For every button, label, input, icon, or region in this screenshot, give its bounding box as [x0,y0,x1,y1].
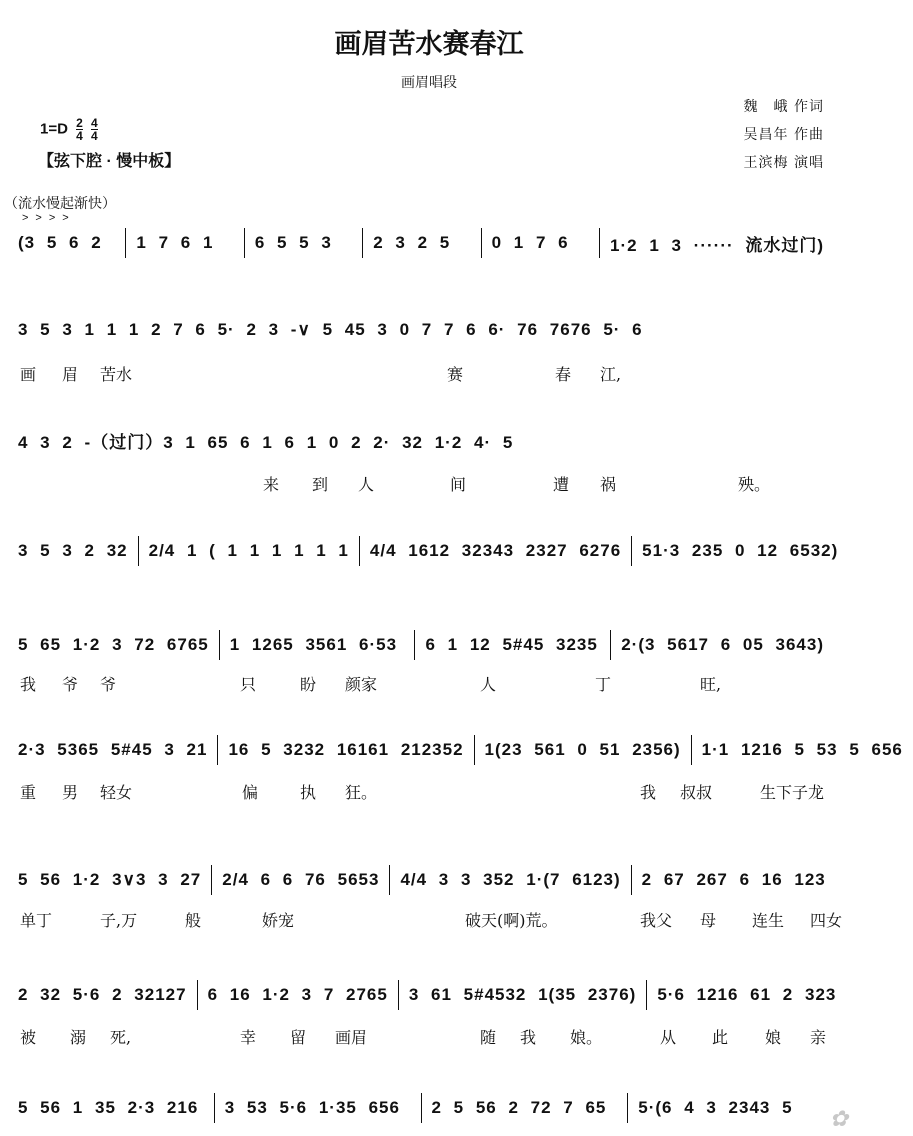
score-subtitle: 画眉唱段 [401,75,457,91]
lyric-syllable: 被 [20,1028,37,1047]
lyric-syllable: 生下子龙 [760,783,825,802]
measure: 1·2 1 3 ······ 流水过门) [610,235,825,255]
lyric-syllable: 画眉 [335,1028,368,1047]
measure: 1 1265 3561 6·53 [229,635,398,654]
measure: 0 1 7 6 [491,233,569,252]
measure: 16 5 3232 16161 212352 [228,740,464,759]
lyric-syllable: 丁 [595,675,612,694]
ts-num: 4 [90,116,98,130]
measure: 5 56 1 35 2·3 216 [18,1098,199,1117]
measure: 3 5 3 1 1 1 2 7 6 5· 2 3 -∨ 5 45 3 0 7 7 6 6· 76 7676 5· 6 [18,320,643,339]
measure: 4 3 2 -（过门）3 1 65 6 1 6 1 0 2 2· 32 1·2 4· 5 [18,433,514,452]
measure: 5·6 1216 61 2 323 [657,985,837,1004]
notation-row [8,428,834,453]
lyric-syllable: 我 [20,675,37,694]
measure: 2 3 2 5 [373,233,451,252]
ts-den: 4 [76,129,83,143]
lyric-syllable: 此 [712,1028,729,1047]
notation-row [8,536,839,566]
watermark-logo: ✿ [829,1106,848,1131]
lyric-syllable: 娇宠 [262,911,295,930]
measure: 5·(6 4 3 2343 5 [638,1098,793,1117]
accent-marks: >>>> [22,212,76,224]
notation-row [8,980,837,1010]
lyric-syllable: 狂。 [345,783,378,802]
measure: 1·1 1216 5 53 5 656 [701,740,903,759]
lyric-syllable: 赛 [447,365,464,384]
lyric-syllable: 颜家 [345,675,378,694]
key-text: 1=D [40,120,68,138]
lyric-syllable: 间 [450,475,467,494]
lyric-syllable: 破天(啊)荒。 [465,911,558,930]
lyric-syllable: 爷 [62,675,79,694]
notation-row [8,320,834,340]
time-signature-4-4 [91,117,98,142]
lyric-syllable: 偏 [242,783,259,802]
lyric-syllable: 画 [20,365,37,384]
notation-row [8,1093,834,1123]
lyric-syllable: 连生 [752,911,785,930]
measure: 6 16 1·2 3 7 2765 [207,985,388,1004]
time-signature-2-4 [76,117,83,142]
measure: 3 53 5·6 1·35 656 [224,1098,400,1117]
score-title: 画眉苦水赛春江 [334,29,524,60]
lyric-syllable: 我父 [640,911,673,930]
measure: 1 7 6 1 [136,233,214,252]
lyric-syllable: 幸 [240,1028,257,1047]
measure: 2/4 1 ( 1 1 1 1 1 1 [148,541,349,560]
measure: 6 1 12 5#45 3235 [425,635,598,654]
lyric-syllable: 子,万 [100,911,138,930]
lyric-syllable: 苦水 [100,365,133,384]
measure: 5 65 1·2 3 72 6765 [18,635,209,654]
performance-hint: （流水慢起渐快） [4,196,116,212]
lyric-syllable: 只 [240,675,257,694]
tempo-marking: 【弦下腔 · 慢中板】 [38,153,181,170]
ts-den: 4 [90,129,98,143]
lyric-syllable: 人 [480,675,497,694]
singer-credit: 王滨梅 演唱 [743,155,824,171]
lyric-syllable: 母 [700,911,717,930]
measure: 2·3 5365 5#45 3 21 [18,740,208,759]
notation-row [8,865,834,895]
lyric-syllable: 来 [263,475,280,494]
ts-num: 2 [76,116,83,130]
lyric-syllable: 盼 [300,675,317,694]
lyric-syllable: 男 [62,783,79,802]
lyric-syllable: 般 [185,911,202,930]
lyricist-credit: 魏 峨 作词 [743,99,824,115]
measure: 4/4 3 3 352 1·(7 6123) [400,870,621,889]
measure: 2 67 267 6 16 123 [641,870,826,889]
lyric-syllable: 到 [312,475,329,494]
lyric-syllable: 遭 [553,475,570,494]
lyric-syllable: 轻女 [100,783,133,802]
lyric-syllable: 亲 [810,1028,827,1047]
measure: 5 56 1·2 3∨3 3 27 [18,870,202,889]
measure: 3 61 5#4532 1(35 2376) [408,985,637,1004]
lyric-syllable: 单丁 [20,911,53,930]
key-signature [40,117,98,142]
lyric-syllable: 眉 [62,365,79,384]
lyric-syllable: 随 [480,1028,497,1047]
measure: 2·(3 5617 6 05 3643) [621,635,824,654]
lyric-syllable: 我 [640,783,657,802]
lyric-syllable: 江, [600,365,622,384]
lyric-syllable: 娘。 [570,1028,603,1047]
lyric-syllable: 留 [290,1028,307,1047]
measure: 6 5 5 3 [254,233,332,252]
lyric-syllable: 殃。 [738,475,771,494]
measure: 2 32 5·6 2 32127 [18,985,187,1004]
lyric-syllable: 执 [300,783,317,802]
measure: 2/4 6 6 76 5653 [222,870,380,889]
lyric-syllable: 人 [358,475,375,494]
measure: 2 5 56 2 72 7 65 [431,1098,607,1117]
lyric-syllable: 从 [660,1028,677,1047]
composer-credit: 吴昌年 作曲 [743,127,824,143]
lyric-syllable: 我 [520,1028,537,1047]
notation-row [8,735,903,765]
lyric-syllable: 爷 [100,675,117,694]
measure: (3 5 6 2 [18,233,102,252]
measure: 51·3 235 0 12 6532) [642,541,839,560]
lyric-syllable: 春 [555,365,572,384]
measure: 1(23 561 0 51 2356) [484,740,681,759]
lyric-syllable: 旺, [700,675,722,694]
lyric-syllable: 叔叔 [680,783,713,802]
lyric-syllable: 死, [110,1028,132,1047]
lyric-syllable: 祸 [600,475,617,494]
measure: 3 5 3 2 32 [18,541,128,560]
lyric-syllable: 娘 [765,1028,782,1047]
notation-row [8,228,834,258]
lyric-syllable: 溺 [70,1028,87,1047]
lyric-syllable: 四女 [810,911,843,930]
notation-row [8,630,834,660]
measure: 4/4 1612 32343 2327 6276 [369,541,622,560]
lyric-syllable: 重 [20,783,37,802]
